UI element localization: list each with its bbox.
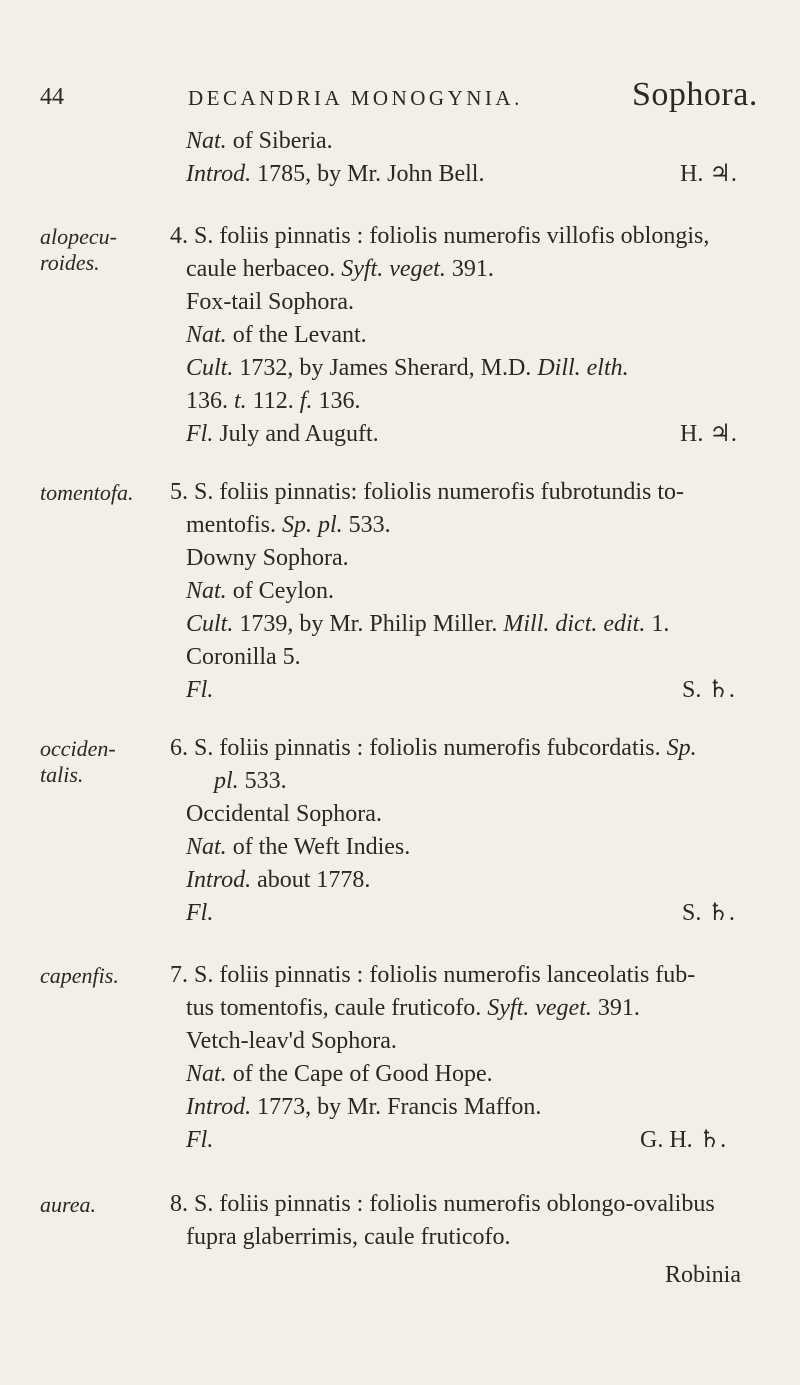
species-7-introd: Introd. 1773, by Mr. Francis Maffon. bbox=[186, 1094, 542, 1120]
species-4-diagnosis-cont: caule herbaceo. Syft. veget. 391. bbox=[186, 256, 494, 282]
margin-name-occidentalis: occiden- talis. bbox=[40, 736, 116, 787]
species-4-nat: Nat. of the Levant. bbox=[186, 322, 367, 348]
page-number: 44 bbox=[40, 84, 64, 110]
species-7-nat: Nat. of the Cape of Good Hope. bbox=[186, 1061, 493, 1087]
margin-name-alopecuroides: alopecu- roides. bbox=[40, 224, 117, 275]
running-header bbox=[40, 76, 758, 120]
species-4-cult-cont: 136. t. 112. f. 136. bbox=[186, 388, 361, 414]
intro-habitat: H. ♃. bbox=[680, 161, 737, 187]
genus-title: Sophora. bbox=[632, 76, 758, 113]
species-6-habitat: S. ♄. bbox=[682, 900, 735, 926]
species-6-diagnosis: 6. S. foliis pinnatis : foliolis numerofis fubcordatis. Sp. bbox=[170, 735, 697, 761]
species-6-diagnosis-cont: pl. 533. bbox=[214, 768, 287, 794]
running-head: DECANDRIA MONOGYNIA. bbox=[188, 86, 523, 110]
species-6-nat: Nat. of the Weft Indies. bbox=[186, 834, 411, 860]
species-7-common-name: Vetch-leav'd Sophora. bbox=[186, 1028, 397, 1054]
species-5-flowering: Fl. bbox=[186, 677, 214, 703]
species-7-diagnosis: 7. S. foliis pinnatis : foliolis numerofis lanceolatis fub- bbox=[170, 962, 696, 988]
catchword: Robinia bbox=[665, 1262, 741, 1288]
margin-name-capensis: capenfis. bbox=[40, 963, 119, 988]
species-4-habitat: H. ♃. bbox=[680, 421, 737, 447]
species-6-common-name: Occidental Sophora. bbox=[186, 801, 382, 827]
species-8-diagnosis: 8. S. foliis pinnatis : foliolis numerofis oblongo-ovalibus bbox=[170, 1191, 715, 1217]
species-5-diagnosis-cont: mentofis. Sp. pl. 533. bbox=[186, 512, 391, 538]
margin-name-tomentosa: tomentofa. bbox=[40, 480, 134, 505]
species-5-common-name: Downy Sophora. bbox=[186, 545, 349, 571]
species-4-diagnosis: 4. S. foliis pinnatis : foliolis numerofis villofis oblongis, bbox=[170, 223, 710, 249]
species-5-cult: Cult. 1739, by Mr. Philip Miller. Mill. dict. edit. 1. bbox=[186, 611, 670, 637]
species-7-diagnosis-cont: tus tomentofis, caule fruticofo. Syft. veget. 391. bbox=[186, 995, 640, 1021]
species-6-introd: Introd. about 1778. bbox=[186, 867, 371, 893]
species-8-diagnosis-cont: fupra glaberrimis, caule fruticofo. bbox=[186, 1224, 511, 1250]
species-6-flowering: Fl. bbox=[186, 900, 214, 926]
margin-name-aurea: aurea. bbox=[40, 1192, 97, 1217]
species-4-cult: Cult. 1732, by James Sherard, M.D. Dill. elth. bbox=[186, 355, 629, 381]
species-5-habitat: S. ♄. bbox=[682, 677, 735, 703]
species-5-nat: Nat. of Ceylon. bbox=[186, 578, 335, 604]
intro-nat-line: Nat. of Siberia. bbox=[186, 128, 333, 154]
intro-introd-line: Introd. 1785, by Mr. John Bell. bbox=[186, 161, 485, 187]
species-4-common-name: Fox-tail Sophora. bbox=[186, 289, 354, 315]
species-7-flowering: Fl. bbox=[186, 1127, 214, 1153]
species-7-habitat: G. H. ♄. bbox=[640, 1127, 727, 1153]
species-5-cult-cont: Coronilla 5. bbox=[186, 644, 301, 670]
species-4-flowering: Fl. July and Auguft. bbox=[186, 421, 379, 447]
species-5-diagnosis: 5. S. foliis pinnatis: foliolis numerofis fubrotundis to- bbox=[170, 479, 684, 505]
